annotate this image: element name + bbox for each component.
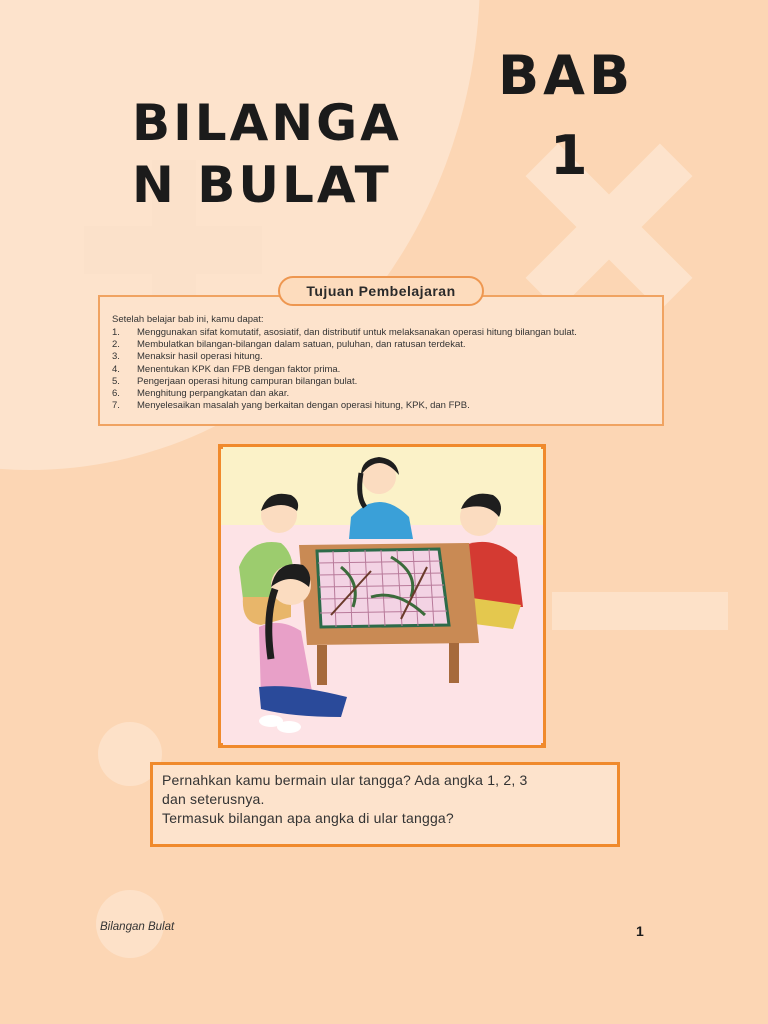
objectives-list bbox=[112, 327, 577, 412]
objectives-intro: Setelah belajar bab ini, kamu dapat: bbox=[112, 314, 264, 325]
objective-item: 4. Menentukan KPK dan FPB dengan faktor prima. bbox=[112, 363, 341, 375]
snakes-ladders-illustration bbox=[221, 447, 543, 745]
frame-corner bbox=[218, 743, 223, 748]
objective-item: 2. Membulatkan bilangan-bilangan dalam satuan, puluhan, dan ratusan terdekat. bbox=[112, 339, 466, 351]
frame-corner bbox=[541, 444, 546, 449]
objective-item: 7. Menyelesaikan masalah yang berkaitan dengan operasi hitung, KPK, dan FPB. bbox=[112, 400, 470, 412]
chapter-number: 1 bbox=[550, 124, 588, 187]
footer-book-title: Bilangan Bulat bbox=[100, 921, 175, 933]
page-number: 1 bbox=[636, 923, 644, 939]
chapter-title bbox=[132, 92, 432, 216]
objective-item: 5. Pengerjaan operasi hitung campuran bilangan bulat. bbox=[112, 375, 358, 387]
question-line: Termasuk bilangan apa angka di ular tangga? bbox=[162, 810, 454, 826]
chapter-label: BAB bbox=[498, 44, 635, 107]
chapter-title-line2: N BULAT bbox=[132, 156, 392, 214]
question-box bbox=[150, 762, 620, 847]
illustration-children-playing bbox=[218, 444, 546, 748]
objective-item: 1. Menggunakan sifat komutatif, asosiatif, dan distributif untuk melaksanakan operasi hitung bilangan bulat. bbox=[112, 327, 577, 338]
objectives-heading-badge: Tujuan Pembelajaran bbox=[278, 276, 484, 306]
question-line: Pernahkan kamu bermain ular tangga? Ada angka 1, 2, 3 bbox=[162, 772, 528, 788]
chapter-title-line1: BILANGA bbox=[132, 94, 402, 152]
learning-objectives-box bbox=[98, 295, 664, 426]
frame-corner bbox=[218, 444, 223, 449]
question-line: dan seterusnya. bbox=[162, 791, 265, 807]
minus-sign-decoration bbox=[552, 592, 728, 630]
objective-item: 6. Menghitung perpangkatan dan akar. bbox=[112, 388, 290, 400]
objective-item: 3. Menaksir hasil operasi hitung. bbox=[112, 351, 263, 363]
frame-corner bbox=[541, 743, 546, 748]
